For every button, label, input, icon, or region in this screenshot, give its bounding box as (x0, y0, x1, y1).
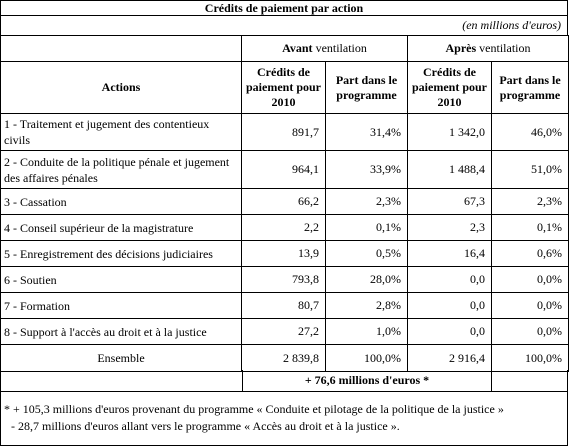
header-sub-row (1, 62, 569, 114)
table-title: Crédits de paiement par action (0, 0, 568, 16)
part-avant: 2,8% (326, 293, 408, 319)
header-avant-suffix: ventilation (312, 41, 367, 55)
credits-apres: 16,4 (408, 241, 492, 267)
part-apres: 0,0% (492, 293, 569, 319)
footnotes (0, 391, 568, 446)
part-avant: 31,4% (326, 114, 408, 151)
ventilation-difference: + 76,6 millions d'euros * (242, 370, 492, 391)
header-group-row (1, 36, 569, 62)
header-empty-cell (1, 36, 242, 62)
table-row (1, 319, 569, 345)
credits-apres: 67,3 (408, 189, 492, 215)
part-avant: 28,0% (326, 267, 408, 293)
row-label: 2 - Conduite de la politique pénale et jugement des affaires pénales (1, 151, 242, 189)
part-avant: 0,1% (326, 215, 408, 241)
credits-apres: 1 488,4 (408, 151, 492, 189)
row-label: 6 - Soutien (1, 267, 242, 293)
part-apres: 46,0% (492, 114, 569, 151)
header-apres-label: Après (445, 41, 477, 55)
part-avant: 0,5% (326, 241, 408, 267)
header-part-apres: Part dans le programme (492, 62, 569, 114)
unit-note: (en millions d'euros) (0, 15, 568, 35)
part-apres: 51,0% (492, 151, 569, 189)
part-apres: 0,6% (492, 241, 569, 267)
total-credits-avant: 2 839,8 (242, 345, 326, 372)
part-avant: 2,3% (326, 189, 408, 215)
header-actions: Actions (1, 62, 242, 114)
credits-apres: 0,0 (408, 293, 492, 319)
part-apres: 0,1% (492, 215, 569, 241)
footnote-1: * + 105,3 millions d'euros provenant du programme « Conduite et pilotage de la politique de la justice » (4, 402, 504, 416)
header-part-avant: Part dans le programme (326, 62, 408, 114)
part-avant: 33,9% (326, 151, 408, 189)
table-row (1, 241, 569, 267)
header-avant-ventilation (242, 36, 408, 62)
credits-avant: 27,2 (242, 319, 326, 345)
credits-avant: 891,7 (242, 114, 326, 151)
footnote-2: - 28,7 millions d'euros allant vers le programme « Accès au droit et à la justice ». (11, 419, 400, 433)
credits-apres: 1 342,0 (408, 114, 492, 151)
total-credits-apres: 2 916,4 (408, 345, 492, 372)
table-row (1, 114, 569, 151)
row-label: 3 - Cassation (1, 189, 242, 215)
total-part-apres: 100,0% (492, 345, 569, 372)
credits-avant: 2,2 (242, 215, 326, 241)
total-label: Ensemble (1, 345, 242, 372)
credits-apres: 2,3 (408, 215, 492, 241)
total-part-avant: 100,0% (326, 345, 408, 372)
credits-avant: 66,2 (242, 189, 326, 215)
credits-avant: 80,7 (242, 293, 326, 319)
credits-avant: 964,1 (242, 151, 326, 189)
row-label: 8 - Support à l'accès au droit et à la justice (1, 319, 242, 345)
summary-row (0, 370, 568, 392)
row-label: 1 - Traitement et jugement des contentieux civils (1, 114, 242, 151)
row-label: 5 - Enregistrement des décisions judiciaires (1, 241, 242, 267)
part-apres: 0,0% (492, 267, 569, 293)
header-apres-ventilation (408, 36, 569, 62)
credits-apres: 0,0 (408, 267, 492, 293)
total-row (1, 345, 569, 372)
row-label: 4 - Conseil supérieur de la magistrature (1, 215, 242, 241)
header-avant-label: Avant (282, 41, 313, 55)
header-credits-avant: Crédits de paiement pour 2010 (242, 62, 326, 114)
table-row (1, 215, 569, 241)
header-credits-apres: Crédits de paiement pour 2010 (408, 62, 492, 114)
credits-table (0, 35, 569, 372)
table-row (1, 151, 569, 189)
credits-avant: 13,9 (242, 241, 326, 267)
table-row (1, 293, 569, 319)
header-apres-suffix: ventilation (476, 41, 531, 55)
credits-apres: 0,0 (408, 319, 492, 345)
part-apres: 0,0% (492, 319, 569, 345)
table-row (1, 189, 569, 215)
row-label: 7 - Formation (1, 293, 242, 319)
part-avant: 1,0% (326, 319, 408, 345)
table-row (1, 267, 569, 293)
credits-avant: 793,8 (242, 267, 326, 293)
part-apres: 2,3% (492, 189, 569, 215)
